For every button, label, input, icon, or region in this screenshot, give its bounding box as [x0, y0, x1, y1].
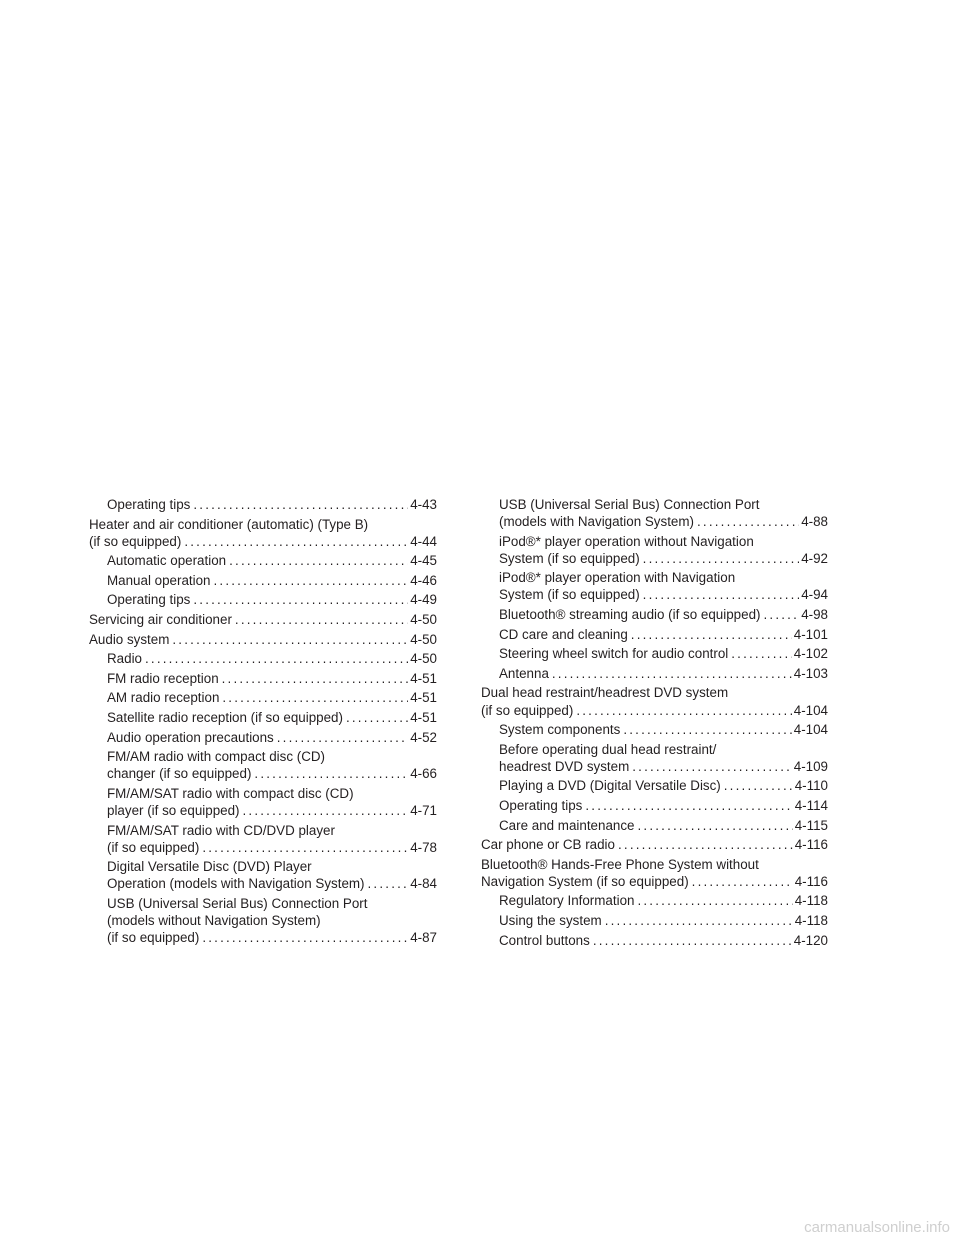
toc-entry-title: iPod®* player operation without Navigation [499, 533, 754, 549]
toc-page-number: 4-120 [793, 932, 828, 948]
toc-entry[interactable] [481, 892, 828, 909]
toc-page-number: 4-104 [793, 722, 828, 738]
toc-entry[interactable] [481, 645, 828, 662]
toc-entry[interactable] [89, 689, 437, 706]
toc-entry-title: Manual operation [107, 572, 211, 588]
toc-page-number: 4-116 [794, 837, 828, 853]
toc-entry[interactable] [481, 569, 828, 603]
toc-entry-title: AM radio reception [107, 690, 220, 706]
dot-leader [202, 839, 408, 856]
toc-page-number: 4-51 [410, 670, 437, 686]
toc-entry-title: CD care and cleaning [499, 626, 628, 642]
toc-entry[interactable] [89, 572, 437, 589]
toc-page-number: 4-51 [410, 690, 437, 706]
toc-entry-title: Car phone or CB radio [481, 837, 615, 853]
toc-page-number: 4-110 [794, 778, 828, 794]
toc-entry-title: (models with Navigation System) [499, 514, 694, 530]
toc-entry-title: Bluetooth® streaming audio (if so equipped) [499, 607, 761, 623]
toc-page-number: 4-87 [410, 930, 437, 946]
toc-entry-title: Operating tips [107, 592, 191, 608]
toc-entry-title: System (if so equipped) [499, 550, 640, 566]
toc-entry[interactable] [89, 785, 437, 819]
toc-entry[interactable] [481, 626, 828, 643]
toc-entry-title: FM/AM/SAT radio with CD/DVD player [107, 822, 335, 838]
dot-leader [593, 932, 792, 949]
dot-leader [193, 496, 408, 513]
toc-page-number: 4-50 [410, 631, 437, 647]
dot-leader [368, 875, 409, 892]
dot-leader [277, 729, 408, 746]
toc-page-number: 4-116 [794, 873, 828, 889]
dot-leader [222, 689, 408, 706]
toc-entry[interactable] [481, 741, 828, 775]
toc-entry-title: Bluetooth® Hands-Free Phone System without [481, 856, 759, 872]
toc-entry[interactable] [481, 777, 828, 794]
dot-leader [346, 709, 408, 726]
toc-entry-title: Operating tips [107, 497, 191, 512]
toc-entry-title: player (if so equipped) [107, 803, 240, 818]
toc-entry-title: Navigation System (if so equipped) [481, 873, 689, 889]
dot-leader [184, 533, 408, 550]
toc-entry[interactable] [89, 552, 437, 569]
toc-entry-title: USB (Universal Serial Bus) Connection Port [499, 497, 760, 512]
toc-entry-title: System (if so equipped) [499, 587, 640, 603]
toc-entry-title: Antenna [499, 665, 549, 681]
toc-entry-title: Using the system [499, 913, 602, 929]
toc-entry[interactable] [481, 932, 828, 949]
dot-leader [637, 817, 792, 834]
dot-leader [623, 721, 791, 738]
dot-leader [643, 586, 800, 603]
toc-page-number: 4-114 [794, 798, 828, 813]
toc-entry[interactable] [481, 665, 828, 682]
toc-entry-title: Regulatory Information [499, 893, 635, 909]
toc-page-number: 4-103 [793, 665, 828, 681]
toc-entry-title: Heater and air conditioner (automatic) (Type B) [89, 516, 369, 532]
toc-entry[interactable] [481, 496, 828, 530]
toc-entry-title: Digital Versatile Disc (DVD) Player [107, 859, 312, 875]
dot-leader [193, 591, 408, 608]
dot-leader [637, 892, 792, 909]
toc-page-number: 4-45 [410, 553, 437, 569]
toc-page-number: 4-78 [410, 839, 437, 855]
dot-leader [552, 665, 792, 682]
toc-entry-title: (models without Navigation System) [107, 913, 321, 929]
toc-entry-title: Dual head restraint/headrest DVD system [481, 685, 729, 701]
toc-page-number: 4-118 [794, 913, 828, 929]
toc-page-number: 4-92 [801, 550, 828, 566]
dot-leader [692, 873, 793, 890]
toc-entry-title: Operation (models with Navigation System) [107, 876, 365, 892]
dot-leader [585, 797, 792, 814]
toc-entry[interactable] [481, 817, 828, 834]
toc-page-number: 4-44 [410, 533, 437, 549]
toc-entry[interactable] [481, 797, 828, 814]
toc-left-column [89, 496, 437, 949]
dot-leader [229, 552, 408, 569]
toc-page-number: 4-98 [801, 607, 828, 623]
toc-entry[interactable] [89, 611, 437, 628]
dot-leader [222, 670, 409, 687]
toc-entry[interactable] [89, 748, 437, 782]
toc-entry-title: Care and maintenance [499, 817, 635, 833]
dot-leader [643, 550, 800, 567]
toc-entry-title: Steering wheel switch for audio control [499, 646, 729, 662]
toc-entry-title: Audio operation precautions [107, 729, 274, 745]
watermark: carmanualsonline.info [804, 1219, 950, 1236]
dot-leader [243, 802, 409, 819]
toc-page-number: 4-88 [801, 514, 828, 530]
dot-leader [235, 611, 408, 628]
dot-leader [145, 650, 408, 667]
toc-entry-title: (if so equipped) [107, 930, 200, 946]
toc-entry-title: Servicing air conditioner [89, 612, 232, 628]
toc-entry[interactable] [89, 496, 437, 513]
toc-entry[interactable] [89, 631, 437, 648]
toc-entry-title: (if so equipped) [89, 533, 182, 549]
toc-page-number: 4-94 [801, 587, 828, 603]
dot-leader [632, 758, 792, 775]
dot-leader [576, 702, 791, 719]
toc-page-number: 4-115 [794, 817, 828, 833]
toc-page-number: 4-101 [793, 626, 828, 642]
toc-entry[interactable] [481, 856, 828, 890]
toc-entry[interactable] [481, 684, 828, 718]
toc-entry-title: Playing a DVD (Digital Versatile Disc) [499, 778, 721, 794]
toc-page-number: 4-50 [410, 612, 437, 628]
toc-page-number: 4-51 [410, 710, 437, 726]
toc-entry[interactable] [89, 591, 437, 608]
toc-entry-title: headrest DVD system [499, 758, 630, 774]
toc-page-number: 4-50 [410, 651, 437, 667]
toc-entry-title: System components [499, 722, 621, 738]
toc-page-number: 4-52 [410, 729, 437, 745]
toc-entry-title: (if so equipped) [481, 702, 574, 718]
toc-page-number: 4-71 [410, 803, 437, 818]
toc-entry-title: USB (Universal Serial Bus) Connection Port [107, 895, 368, 911]
toc-entry[interactable] [89, 709, 437, 726]
toc-entry-title: Automatic operation [107, 553, 227, 569]
dot-leader [605, 912, 793, 929]
dot-leader [172, 631, 408, 648]
toc-entry[interactable] [481, 912, 828, 929]
toc-entry[interactable] [89, 650, 437, 667]
toc-entry[interactable] [481, 606, 828, 623]
toc-entry-title: FM radio reception [107, 670, 219, 686]
toc-entry-title: Satellite radio reception (if so equipped) [107, 710, 343, 726]
dot-leader [631, 626, 792, 643]
toc-entry-title: FM/AM/SAT radio with compact disc (CD) [107, 785, 354, 801]
toc-page-number: 4-66 [410, 766, 437, 782]
toc-entry[interactable] [481, 836, 828, 853]
toc-entry[interactable] [89, 729, 437, 746]
dot-leader [697, 513, 799, 530]
toc-entry[interactable] [89, 858, 437, 892]
toc-entry[interactable] [481, 533, 828, 567]
toc-entry-title: Control buttons [499, 932, 590, 948]
toc-entry[interactable] [89, 822, 437, 856]
dot-leader [731, 645, 792, 662]
toc-entry[interactable] [481, 721, 828, 738]
toc-page-number: 4-109 [793, 758, 828, 774]
dot-leader [618, 836, 793, 853]
toc-entry[interactable] [89, 670, 437, 687]
toc-page-number: 4-46 [410, 572, 437, 588]
dot-leader [202, 929, 408, 946]
toc-page-number: 4-84 [410, 876, 437, 892]
toc-page-number: 4-118 [794, 893, 828, 909]
toc-entry[interactable] [89, 895, 437, 946]
toc-entry-title: Operating tips [499, 798, 583, 813]
dot-leader [724, 777, 793, 794]
toc-page-number: 4-49 [410, 592, 437, 608]
toc-entry-title: Audio system [89, 631, 170, 647]
toc-entry-title: (if so equipped) [107, 839, 200, 855]
toc-page-number: 4-104 [793, 702, 828, 718]
toc-entry-title: iPod®* player operation with Navigation [499, 570, 736, 586]
toc-right-column [481, 496, 828, 951]
dot-leader [763, 606, 799, 623]
toc-page-number: 4-43 [410, 497, 437, 512]
dot-leader [254, 765, 408, 782]
toc-entry-title: Radio [107, 651, 142, 667]
toc-entry-title: FM/AM radio with compact disc (CD) [107, 749, 326, 765]
toc-entry[interactable] [89, 516, 437, 550]
dot-leader [213, 572, 408, 589]
toc-entry-title: Before operating dual head restraint/ [499, 741, 717, 757]
toc-entry-title: changer (if so equipped) [107, 766, 252, 782]
toc-page-number: 4-102 [793, 646, 828, 662]
